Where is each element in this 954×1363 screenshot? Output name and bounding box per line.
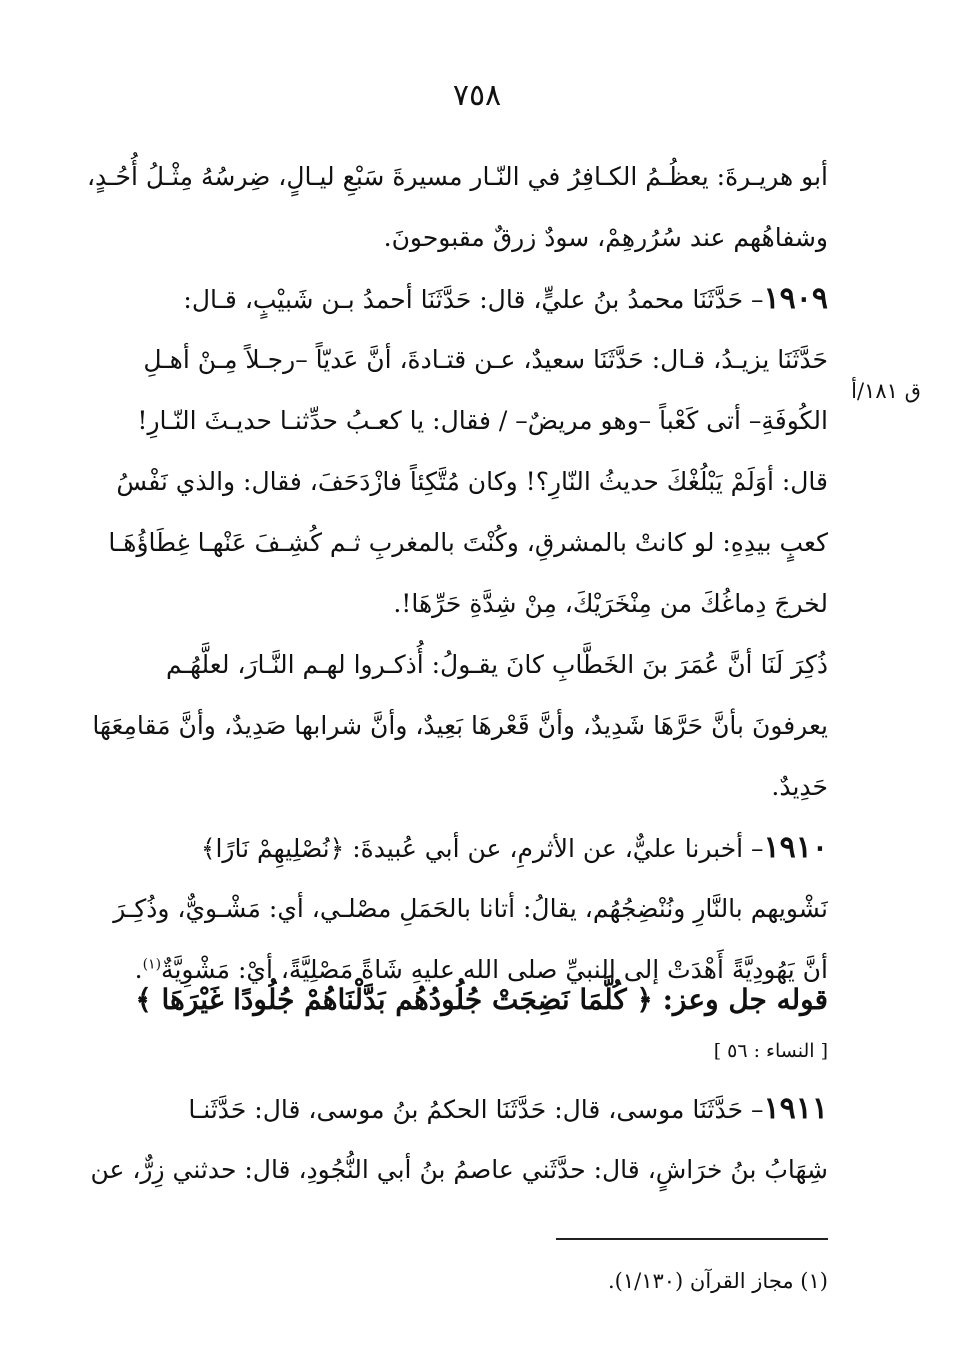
footnote-marker: (١): [142, 956, 162, 973]
hadith-number: ١٩١١: [763, 1091, 828, 1126]
text-line: نَشْويهم بالنَّارِ ونُنْضِجُهُم، يقالُ: أتانا بالحَمَلِ مصْلـي، أي: مَشْـويٌّ، وذُكِـرَ: [113, 894, 828, 923]
text-line: حَدِيدٌ.: [771, 772, 828, 801]
page-number: ٧٥٨: [452, 78, 502, 113]
text-line: كعبٍ بيدِهِ: لو كانتْ بالمشرقِ، وكُنْتَ بالمغربِ ثـم كُشِـفَ عَنْهـا غِطَاؤُهَـا: [108, 528, 828, 557]
footnote-divider: [556, 1238, 828, 1240]
text-line-with-footnote: أنَّ يَهُودِيَّةً أَهْدَتْ إلى النبيِّ صلى الله عليهِ شَاةً مَصْلِيَّةً، أيْ: مَشْوِيَّةٌ$^{(١)}$.: [134, 955, 828, 984]
hadith-text: – أخبرنا عليٌّ، عن الأثرمِ، عن أبي عُبيدةَ: ﴿نُصْلِيهِمْ نَارًا﴾: [200, 834, 764, 863]
text-line: أبو هريـرةَ: يعظُـمُ الكـافِرُ في النّـار مسيرةَ سَبْعِ ليـالٍ، ضِرسُهُ مِثْـلُ أُحُـدٍ،: [86, 162, 828, 191]
manuscript-folio-ref: ق ١٨١/أ: [851, 379, 921, 403]
text-line: وشفاهُهم عند سُرُرهِمْ، سودٌ زرقٌ مقبوحونَ.: [383, 223, 828, 252]
text-line: ذُكِرَ لَنَا أنَّ عُمَرَ بنَ الخَطَّابِ كانَ يقـولُ: أُذكـروا لهـم النَّـارَ، لعلَّهُـم: [166, 650, 828, 679]
text-line: لخرجَ دِماغُكَ من مِنْخَرَيْكَ، مِنْ شِدَّةِ حَرِّهَا!.: [393, 589, 828, 618]
hadith-1909-first-line: [56, 268, 828, 329]
hadith-number: ١٩١٠: [763, 830, 828, 865]
text-line: شِهَابُ بنُ خرَاشٍ، قال: حدَّثَني عاصمُ بنُ أبي النُّجُودِ، قال: حدثني زِرٌّ، عن: [90, 1155, 828, 1184]
hadith-text: أنَّ يَهُودِيَّةً أَهْدَتْ إلى النبيِّ صلى الله عليهِ شَاةً مَصْلِيَّةً، أيْ: مَشْوِيَّةٌ: [161, 955, 828, 984]
hadith-1910-first-line: [56, 817, 828, 878]
main-text-lower: [56, 1078, 828, 1200]
text-line: يعرفونَ بأنَّ حَرَّهَا شَدِيدٌ، وأنَّ قَعْرهَا بَعِيدٌ، وأنَّ شرابها صَدِيدٌ، وأنَّ مَقامِعَهَا: [92, 711, 828, 740]
hadith-number: ١٩٠٩: [763, 281, 828, 316]
text-line: حَدَّثَنَا يزيـدُ، قـال: حَدَّثَنَا سعيدٌ، عـن قتـادةَ، أنَّ عَديّاً –رجـلاً مِـنْ أهـلِ: [143, 345, 828, 374]
hadith-text: – حَدَّثَنَا محمدُ بنُ عليٍّ، قال: حَدَّثَنَا أحمدُ بـن شَبيْبٍ، قـال:: [183, 285, 764, 314]
hadith-1911-first-line: [56, 1078, 828, 1139]
text-line: قال: أوَلَمْ يَبْلُغْكَ حديثُ النّارِ؟! وكان مُتَّكِئاً فازْدَحَفَ، فقال: والذي نَفْسُ: [116, 467, 828, 496]
verse-heading: قوله جل وعز: ﴿ كُلَّمَا نَضِجَتْ جُلُودُهُم بَدَّلْنَاهُمْ جُلُودًا غَيْرَهَا ﴾: [135, 983, 828, 1016]
text-line: الكُوفَةِ– أتى كَعْباً –وهو مريضٌ– / فقال: يا كعـبُ حدِّثنـا حديـثَ النّـارِ!: [137, 406, 828, 435]
hadith-text: – حَدَّثَنَا موسى، قال: حَدَّثَنَا الحكمُ بنُ موسى، قال: حَدَّثَنـا: [188, 1095, 764, 1124]
footnote: (١) مجاز القرآن (١/١٣٠).: [607, 1269, 828, 1293]
surah-reference: [ النساء : ٥٦ ]: [713, 1040, 828, 1062]
main-text: [56, 146, 828, 1000]
